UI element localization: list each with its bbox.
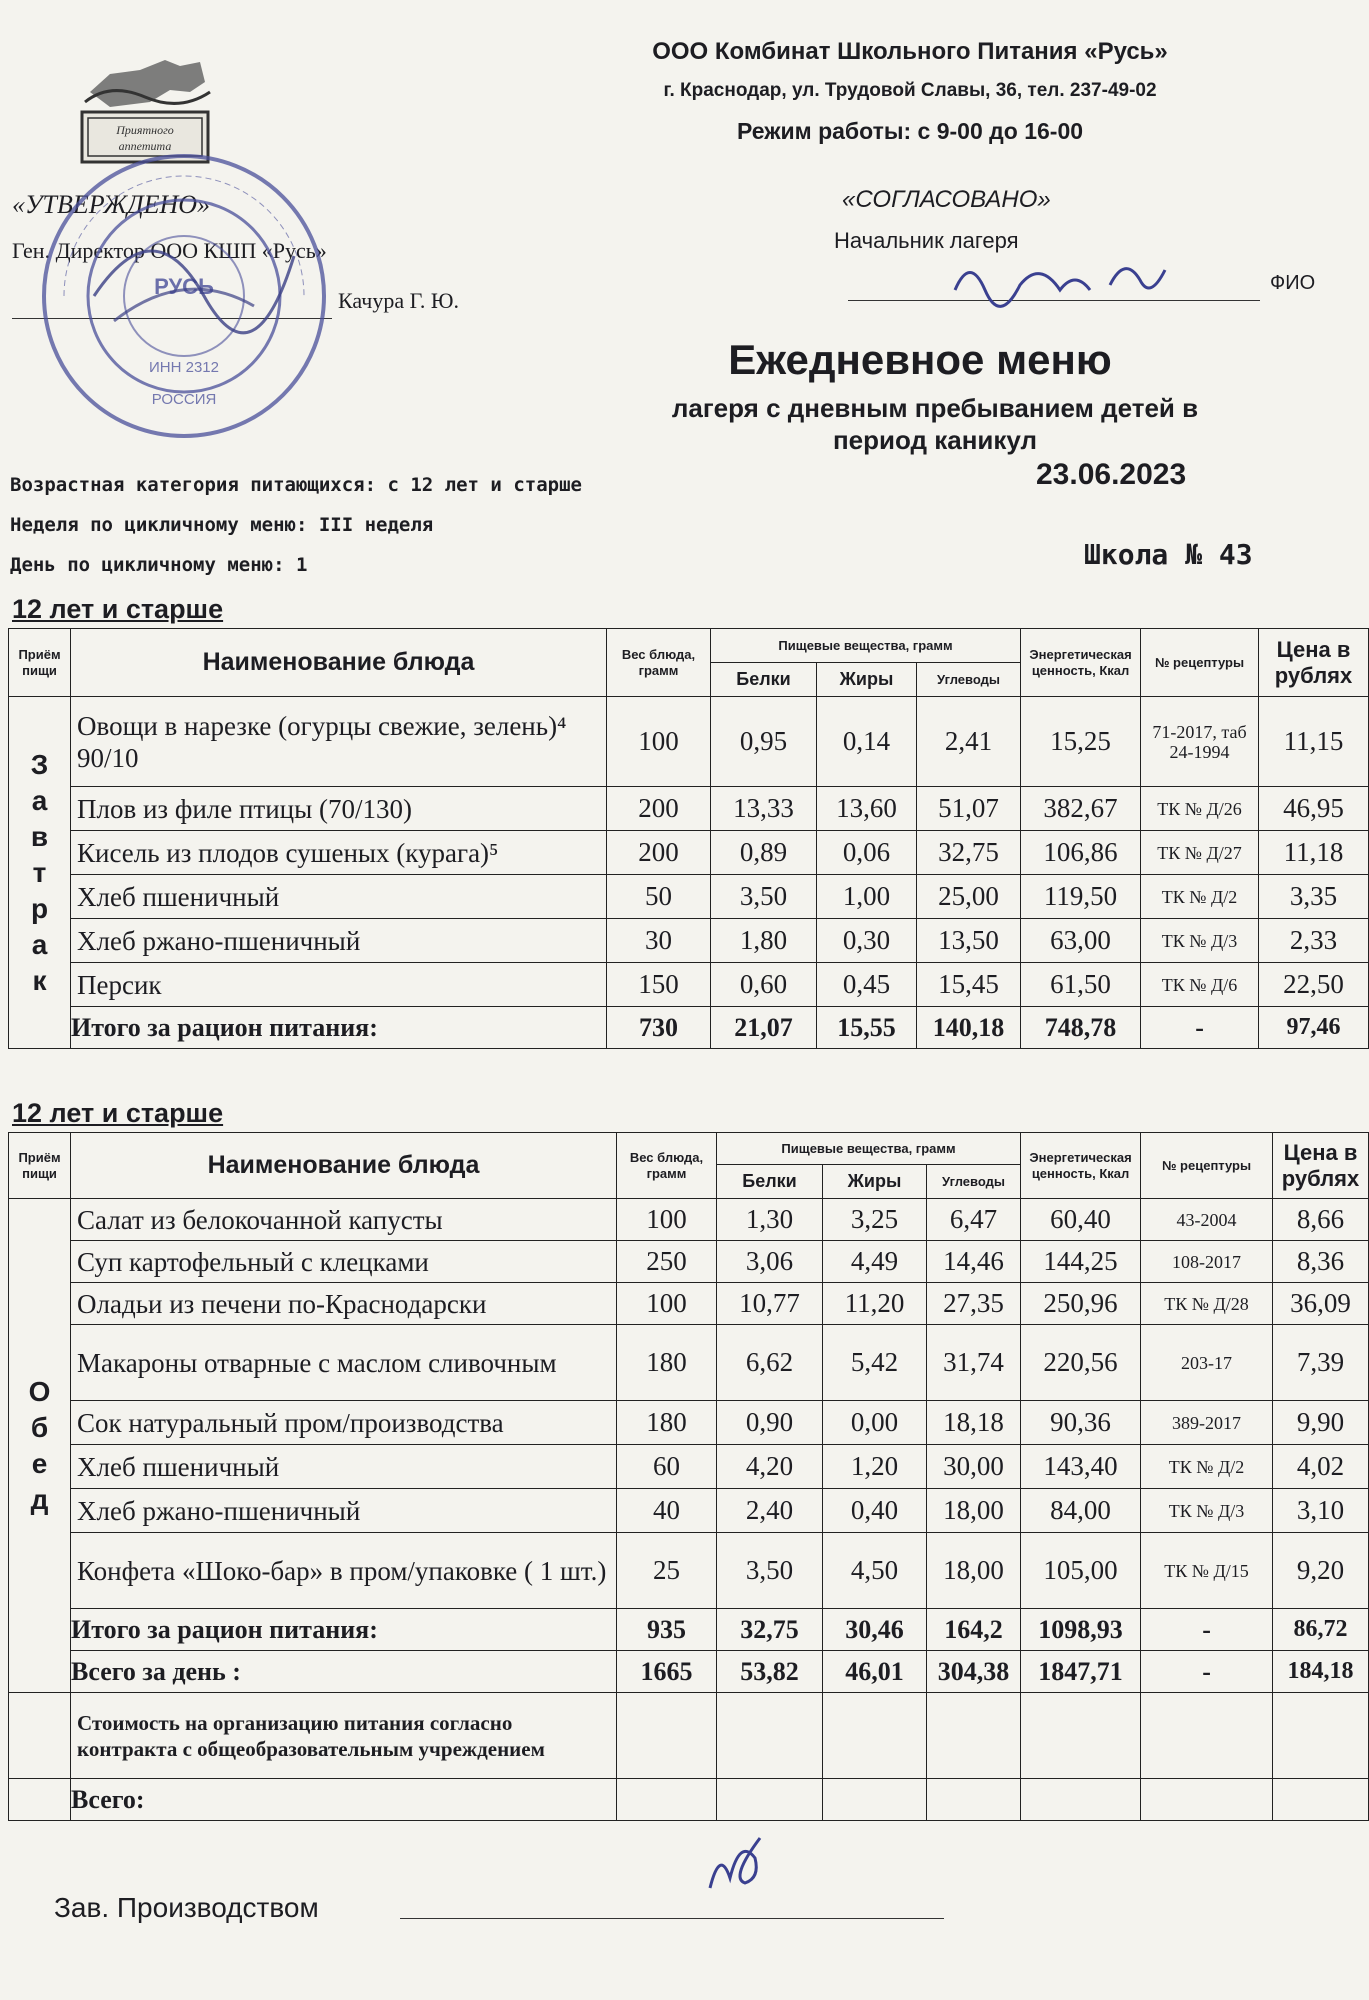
dish-price: 4,02 bbox=[1273, 1445, 1369, 1489]
dish-carbs: 18,00 bbox=[927, 1489, 1021, 1533]
dish-fat: 11,20 bbox=[823, 1283, 927, 1325]
ration-total-row-protein: 21,07 bbox=[711, 1007, 817, 1049]
ration-total-row-weight: 935 bbox=[617, 1609, 717, 1651]
dish-protein: 13,33 bbox=[711, 787, 817, 831]
cycle-day: День по цикличному меню: 1 bbox=[10, 554, 308, 576]
meal-label bbox=[9, 697, 71, 1049]
dish-carbs: 25,00 bbox=[917, 875, 1021, 919]
dish-energy: 84,00 bbox=[1021, 1489, 1141, 1533]
day-total-row-fat: 46,01 bbox=[823, 1651, 927, 1693]
dish-fat: 0,30 bbox=[817, 919, 917, 963]
cost-cell bbox=[823, 1693, 927, 1779]
dish-name: Хлеб пшеничный bbox=[71, 875, 607, 919]
header-fat: Жиры bbox=[817, 663, 917, 697]
dish-recipe: ТК № Д/3 bbox=[1141, 1489, 1273, 1533]
svg-text:РОССИЯ: РОССИЯ bbox=[151, 391, 217, 408]
ration-total-row bbox=[9, 1609, 1369, 1651]
header-weight: Вес блюда, грамм bbox=[617, 1133, 717, 1199]
dish-recipe: ТК № Д/6 bbox=[1141, 963, 1259, 1007]
svg-text:ИНН 2312: ИНН 2312 bbox=[149, 359, 219, 376]
company-name: ООО Комбинат Школьного Питания «Русь» bbox=[652, 38, 1168, 65]
dish-name: Сок натуральный пром/производства bbox=[71, 1401, 617, 1445]
dish-fat: 3,25 bbox=[823, 1199, 927, 1241]
dish-recipe: ТК № Д/2 bbox=[1141, 1445, 1273, 1489]
dish-protein: 3,50 bbox=[717, 1533, 823, 1609]
header-energy: Энергетическая ценность, Ккал bbox=[1021, 629, 1141, 697]
menu-row bbox=[9, 831, 1369, 875]
dish-name: Овощи в нарезке (огурцы свежие, зелень)⁴ 90/10 bbox=[71, 697, 607, 787]
agreed-label: «СОГЛАСОВАНО» bbox=[842, 186, 1051, 213]
dish-carbs: 13,50 bbox=[917, 919, 1021, 963]
grand-total-cell bbox=[927, 1779, 1021, 1821]
dish-protein: 3,06 bbox=[717, 1241, 823, 1283]
ration-total-row-weight: 730 bbox=[607, 1007, 711, 1049]
dish-carbs: 27,35 bbox=[927, 1283, 1021, 1325]
ration-total-row-label: Итого за рацион питания: bbox=[71, 1609, 617, 1651]
meal-label bbox=[9, 1199, 71, 1693]
dish-carbs: 51,07 bbox=[917, 787, 1021, 831]
meal-letter: к bbox=[32, 964, 47, 996]
breakfast-section-label: 12 лет и старше bbox=[12, 594, 224, 624]
cost-cell bbox=[1273, 1693, 1369, 1779]
company-stamp bbox=[34, 146, 334, 446]
ration-total-row-carbs: 140,18 bbox=[917, 1007, 1021, 1049]
production-head-label: Зав. Производством bbox=[54, 1892, 319, 1923]
dish-carbs: 15,45 bbox=[917, 963, 1021, 1007]
dish-carbs: 30,00 bbox=[927, 1445, 1021, 1489]
dish-weight: 30 bbox=[607, 919, 711, 963]
dish-weight: 250 bbox=[617, 1241, 717, 1283]
menu-row bbox=[9, 1489, 1369, 1533]
dish-price: 46,95 bbox=[1259, 787, 1369, 831]
ration-total-row-label: Итого за рацион питания: bbox=[71, 1007, 607, 1049]
dish-price: 36,09 bbox=[1273, 1283, 1369, 1325]
approved-label: «УТВЕРЖДЕНО» bbox=[12, 190, 211, 219]
company-hours: Режим работы: с 9-00 до 16-00 bbox=[736, 118, 1084, 144]
cost-label: Стоимость на организацию питания согласно контракта с общеобразовательным учреждением bbox=[71, 1693, 617, 1779]
cost-meal-blank bbox=[9, 1693, 71, 1779]
ration-total-row bbox=[9, 1007, 1369, 1049]
menu-row bbox=[9, 919, 1369, 963]
menu-row bbox=[9, 1325, 1369, 1401]
header-nutrients: Пищевые вещества, грамм bbox=[717, 1133, 1021, 1165]
header-meal: Приём пищи bbox=[9, 1133, 71, 1199]
dish-name: Хлеб пшеничный bbox=[71, 1445, 617, 1489]
menu-row bbox=[9, 875, 1369, 919]
meal-letter: а bbox=[31, 928, 48, 960]
dish-carbs: 31,74 bbox=[927, 1325, 1021, 1401]
dish-fat: 13,60 bbox=[817, 787, 917, 831]
dish-price: 11,15 bbox=[1259, 697, 1369, 787]
cost-cell bbox=[617, 1693, 717, 1779]
dish-energy: 250,96 bbox=[1021, 1283, 1141, 1325]
dish-weight: 200 bbox=[607, 787, 711, 831]
dish-weight: 100 bbox=[617, 1199, 717, 1241]
company-header bbox=[600, 38, 1220, 145]
header-name: Наименование блюда bbox=[71, 1133, 617, 1199]
dish-energy: 90,36 bbox=[1021, 1401, 1141, 1445]
dish-price: 7,39 bbox=[1273, 1325, 1369, 1401]
age-category: Возрастная категория питающихся: с 12 лет и старше bbox=[10, 474, 582, 496]
dish-protein: 10,77 bbox=[717, 1283, 823, 1325]
dish-name: Хлеб ржано-пшеничный bbox=[71, 1489, 617, 1533]
day-total-row-carbs: 304,38 bbox=[927, 1651, 1021, 1693]
dish-weight: 180 bbox=[617, 1325, 717, 1401]
ration-total-row-fat: 15,55 bbox=[817, 1007, 917, 1049]
dish-carbs: 6,47 bbox=[927, 1199, 1021, 1241]
dish-weight: 100 bbox=[607, 697, 711, 787]
grand-total-cell bbox=[1141, 1779, 1273, 1821]
dish-price: 8,36 bbox=[1273, 1241, 1369, 1283]
dish-fat: 0,06 bbox=[817, 831, 917, 875]
day-total-row-energy: 1847,71 bbox=[1021, 1651, 1141, 1693]
dish-recipe: ТК № Д/3 bbox=[1141, 919, 1259, 963]
grand-total-cell bbox=[717, 1779, 823, 1821]
dish-fat: 0,45 bbox=[817, 963, 917, 1007]
menu-row bbox=[9, 1401, 1369, 1445]
dish-weight: 150 bbox=[607, 963, 711, 1007]
dish-protein: 0,95 bbox=[711, 697, 817, 787]
header-protein: Белки bbox=[717, 1165, 823, 1199]
dish-weight: 100 bbox=[617, 1283, 717, 1325]
dish-recipe: 108-2017 bbox=[1141, 1241, 1273, 1283]
dish-protein: 0,90 bbox=[717, 1401, 823, 1445]
dish-fat: 0,40 bbox=[823, 1489, 927, 1533]
svg-text:аппетита: аппетита bbox=[118, 139, 172, 153]
header-recipe: № рецептуры bbox=[1141, 629, 1259, 697]
dish-name: Оладьи из печени по-Краснодарски bbox=[71, 1283, 617, 1325]
ration-total-row-price: 86,72 bbox=[1273, 1609, 1369, 1651]
dish-recipe: ТК № Д/2 bbox=[1141, 875, 1259, 919]
dish-price: 9,90 bbox=[1273, 1401, 1369, 1445]
meal-letter: б bbox=[30, 1411, 49, 1443]
dish-protein: 0,89 bbox=[711, 831, 817, 875]
ration-total-row-recipe: - bbox=[1141, 1007, 1259, 1049]
ration-total-row-price: 97,46 bbox=[1259, 1007, 1369, 1049]
dish-name: Конфета «Шоко-бар» в пром/упаковке ( 1 шт.) bbox=[71, 1533, 617, 1609]
menu-row bbox=[9, 1283, 1369, 1325]
cycle-week: Неделя по цикличному меню: III неделя bbox=[10, 514, 434, 536]
director-name: Качура Г. Ю. bbox=[338, 288, 459, 313]
header-fat: Жиры bbox=[823, 1165, 927, 1199]
header-recipe: № рецептуры bbox=[1141, 1133, 1273, 1199]
lunch-section-label: 12 лет и старше bbox=[12, 1098, 224, 1128]
dish-energy: 63,00 bbox=[1021, 919, 1141, 963]
dish-protein: 6,62 bbox=[717, 1325, 823, 1401]
dish-price: 9,20 bbox=[1273, 1533, 1369, 1609]
ration-total-row-protein: 32,75 bbox=[717, 1609, 823, 1651]
dish-name: Макароны отварные с маслом сливочным bbox=[71, 1325, 617, 1401]
dish-weight: 60 bbox=[617, 1445, 717, 1489]
dish-recipe: ТК № Д/28 bbox=[1141, 1283, 1273, 1325]
dish-recipe: ТК № Д/15 bbox=[1141, 1533, 1273, 1609]
menu-row bbox=[9, 1445, 1369, 1489]
dish-energy: 220,56 bbox=[1021, 1325, 1141, 1401]
dish-fat: 5,42 bbox=[823, 1325, 927, 1401]
menu-row bbox=[9, 1241, 1369, 1283]
dish-energy: 105,00 bbox=[1021, 1533, 1141, 1609]
header-price: Цена в рублях bbox=[1273, 1133, 1369, 1199]
production-head-signature bbox=[700, 1828, 780, 1898]
meal-letter: д bbox=[30, 1483, 49, 1515]
dish-name: Суп картофельный с клецками bbox=[71, 1241, 617, 1283]
dish-name: Плов из филе птицы (70/130) bbox=[71, 787, 607, 831]
dish-energy: 119,50 bbox=[1021, 875, 1141, 919]
cost-cell bbox=[1021, 1693, 1141, 1779]
dish-carbs: 2,41 bbox=[917, 697, 1021, 787]
grand-total-row bbox=[9, 1779, 1369, 1821]
header-name: Наименование блюда bbox=[71, 629, 607, 697]
dish-fat: 1,20 bbox=[823, 1445, 927, 1489]
breakfast-table bbox=[8, 628, 1369, 1049]
dish-energy: 143,40 bbox=[1021, 1445, 1141, 1489]
company-address: г. Краснодар, ул. Трудовой Славы, 36, тел. 237-49-02 bbox=[663, 80, 1157, 101]
lunch-rows bbox=[9, 1199, 1369, 1821]
meal-letter: т bbox=[32, 856, 47, 888]
dish-carbs: 14,46 bbox=[927, 1241, 1021, 1283]
camp-head-signature bbox=[950, 250, 1180, 310]
dish-fat: 0,14 bbox=[817, 697, 917, 787]
svg-text:Приятного: Приятного bbox=[116, 123, 174, 137]
dish-recipe: ТК № Д/26 bbox=[1141, 787, 1259, 831]
dish-weight: 25 bbox=[617, 1533, 717, 1609]
director-title: Ген. Директор ООО КШП «Русь» bbox=[12, 238, 327, 263]
dish-energy: 144,25 bbox=[1021, 1241, 1141, 1283]
menu-subtitle-line2: период каникул bbox=[832, 425, 1038, 455]
dish-protein: 3,50 bbox=[711, 875, 817, 919]
grand-total-cell bbox=[1273, 1779, 1369, 1821]
dish-recipe: ТК № Д/27 bbox=[1141, 831, 1259, 875]
meal-letter: е bbox=[31, 1447, 48, 1479]
grand-total-cell bbox=[617, 1779, 717, 1821]
dish-protein: 2,40 bbox=[717, 1489, 823, 1533]
dish-energy: 60,40 bbox=[1021, 1199, 1141, 1241]
dish-name: Кисель из плодов сушеных (курага)⁵ bbox=[71, 831, 607, 875]
lunch-table bbox=[8, 1132, 1369, 1821]
header-protein: Белки bbox=[711, 663, 817, 697]
dish-price: 8,66 bbox=[1273, 1199, 1369, 1241]
meal-letter: О bbox=[28, 1375, 51, 1407]
header-meal: Приём пищи bbox=[9, 629, 71, 697]
dish-weight: 200 bbox=[607, 831, 711, 875]
ration-total-row-recipe: - bbox=[1141, 1609, 1273, 1651]
menu-row bbox=[9, 1199, 1369, 1241]
menu-row bbox=[9, 697, 1369, 787]
cost-cell bbox=[1141, 1693, 1273, 1779]
dish-name: Хлеб ржано-пшеничный bbox=[71, 919, 607, 963]
dish-price: 3,10 bbox=[1273, 1489, 1369, 1533]
dish-weight: 40 bbox=[617, 1489, 717, 1533]
dish-recipe: 203-17 bbox=[1141, 1325, 1273, 1401]
day-total-row-label: Всего за день : bbox=[71, 1651, 617, 1693]
dish-recipe: 43-2004 bbox=[1141, 1199, 1273, 1241]
dish-recipe: 71-2017, таб 24-1994 bbox=[1141, 697, 1259, 787]
day-total-row-weight: 1665 bbox=[617, 1651, 717, 1693]
menu-date: 23.06.2023 bbox=[1036, 458, 1187, 491]
header-price: Цена в рублях bbox=[1259, 629, 1369, 697]
dish-weight: 180 bbox=[617, 1401, 717, 1445]
grand-meal-blank bbox=[9, 1779, 71, 1821]
dish-energy: 61,50 bbox=[1021, 963, 1141, 1007]
dish-recipe: 389-2017 bbox=[1141, 1401, 1273, 1445]
meal-letter: а bbox=[31, 784, 48, 816]
dish-price: 22,50 bbox=[1259, 963, 1369, 1007]
ration-total-row-energy: 748,78 bbox=[1021, 1007, 1141, 1049]
menu-subtitle bbox=[600, 392, 1270, 456]
header-carbs: Углеводы bbox=[927, 1165, 1021, 1199]
meal-letter: р bbox=[30, 892, 49, 924]
dish-fat: 0,00 bbox=[823, 1401, 927, 1445]
dish-name: Салат из белокочанной капусты bbox=[71, 1199, 617, 1241]
dish-carbs: 18,18 bbox=[927, 1401, 1021, 1445]
cost-cell bbox=[717, 1693, 823, 1779]
header-energy: Энергетическая ценность, Ккал bbox=[1021, 1133, 1141, 1199]
ration-total-row-energy: 1098,93 bbox=[1021, 1609, 1141, 1651]
menu-row bbox=[9, 787, 1369, 831]
grand-total-label: Всего: bbox=[71, 1779, 617, 1821]
meal-letter: З bbox=[30, 748, 49, 780]
dish-weight: 50 bbox=[607, 875, 711, 919]
fio-label: ФИО bbox=[1270, 272, 1316, 294]
ration-total-row-carbs: 164,2 bbox=[927, 1609, 1021, 1651]
day-total-row-recipe: - bbox=[1141, 1651, 1273, 1693]
menu-row bbox=[9, 963, 1369, 1007]
dish-energy: 106,86 bbox=[1021, 831, 1141, 875]
dish-price: 3,35 bbox=[1259, 875, 1369, 919]
dish-energy: 382,67 bbox=[1021, 787, 1141, 831]
svg-text:РУСЬ: РУСЬ bbox=[154, 274, 214, 299]
dish-fat: 4,49 bbox=[823, 1241, 927, 1283]
day-total-row-price: 184,18 bbox=[1273, 1651, 1369, 1693]
meal-letter: в bbox=[30, 820, 49, 852]
production-head-signature-line bbox=[400, 1918, 944, 1919]
menu-subtitle-line1: лагеря с дневным пребыванием детей в bbox=[671, 393, 1199, 423]
dish-energy: 15,25 bbox=[1021, 697, 1141, 787]
menu-title: Ежедневное меню bbox=[728, 336, 1112, 383]
school-number: Школа № 43 bbox=[1084, 538, 1253, 571]
dish-name: Персик bbox=[71, 963, 607, 1007]
header-carbs: Углеводы bbox=[917, 663, 1021, 697]
dish-protein: 1,30 bbox=[717, 1199, 823, 1241]
ration-total-row-fat: 30,46 bbox=[823, 1609, 927, 1651]
dish-protein: 1,80 bbox=[711, 919, 817, 963]
camp-head-title: Начальник лагеря bbox=[834, 228, 1019, 253]
menu-row bbox=[9, 1533, 1369, 1609]
day-total-row bbox=[9, 1651, 1369, 1693]
dish-price: 2,33 bbox=[1259, 919, 1369, 963]
day-total-row-protein: 53,82 bbox=[717, 1651, 823, 1693]
dish-protein: 0,60 bbox=[711, 963, 817, 1007]
dish-carbs: 32,75 bbox=[917, 831, 1021, 875]
dish-fat: 1,00 bbox=[817, 875, 917, 919]
grand-total-cell bbox=[823, 1779, 927, 1821]
grand-total-cell bbox=[1021, 1779, 1141, 1821]
dish-fat: 4,50 bbox=[823, 1533, 927, 1609]
dish-carbs: 18,00 bbox=[927, 1533, 1021, 1609]
dish-price: 11,18 bbox=[1259, 831, 1369, 875]
cost-row bbox=[9, 1693, 1369, 1779]
header-nutrients: Пищевые вещества, грамм bbox=[711, 629, 1021, 663]
dish-protein: 4,20 bbox=[717, 1445, 823, 1489]
header-weight: Вес блюда, грамм bbox=[607, 629, 711, 697]
breakfast-rows bbox=[9, 697, 1369, 1049]
cost-cell bbox=[927, 1693, 1021, 1779]
